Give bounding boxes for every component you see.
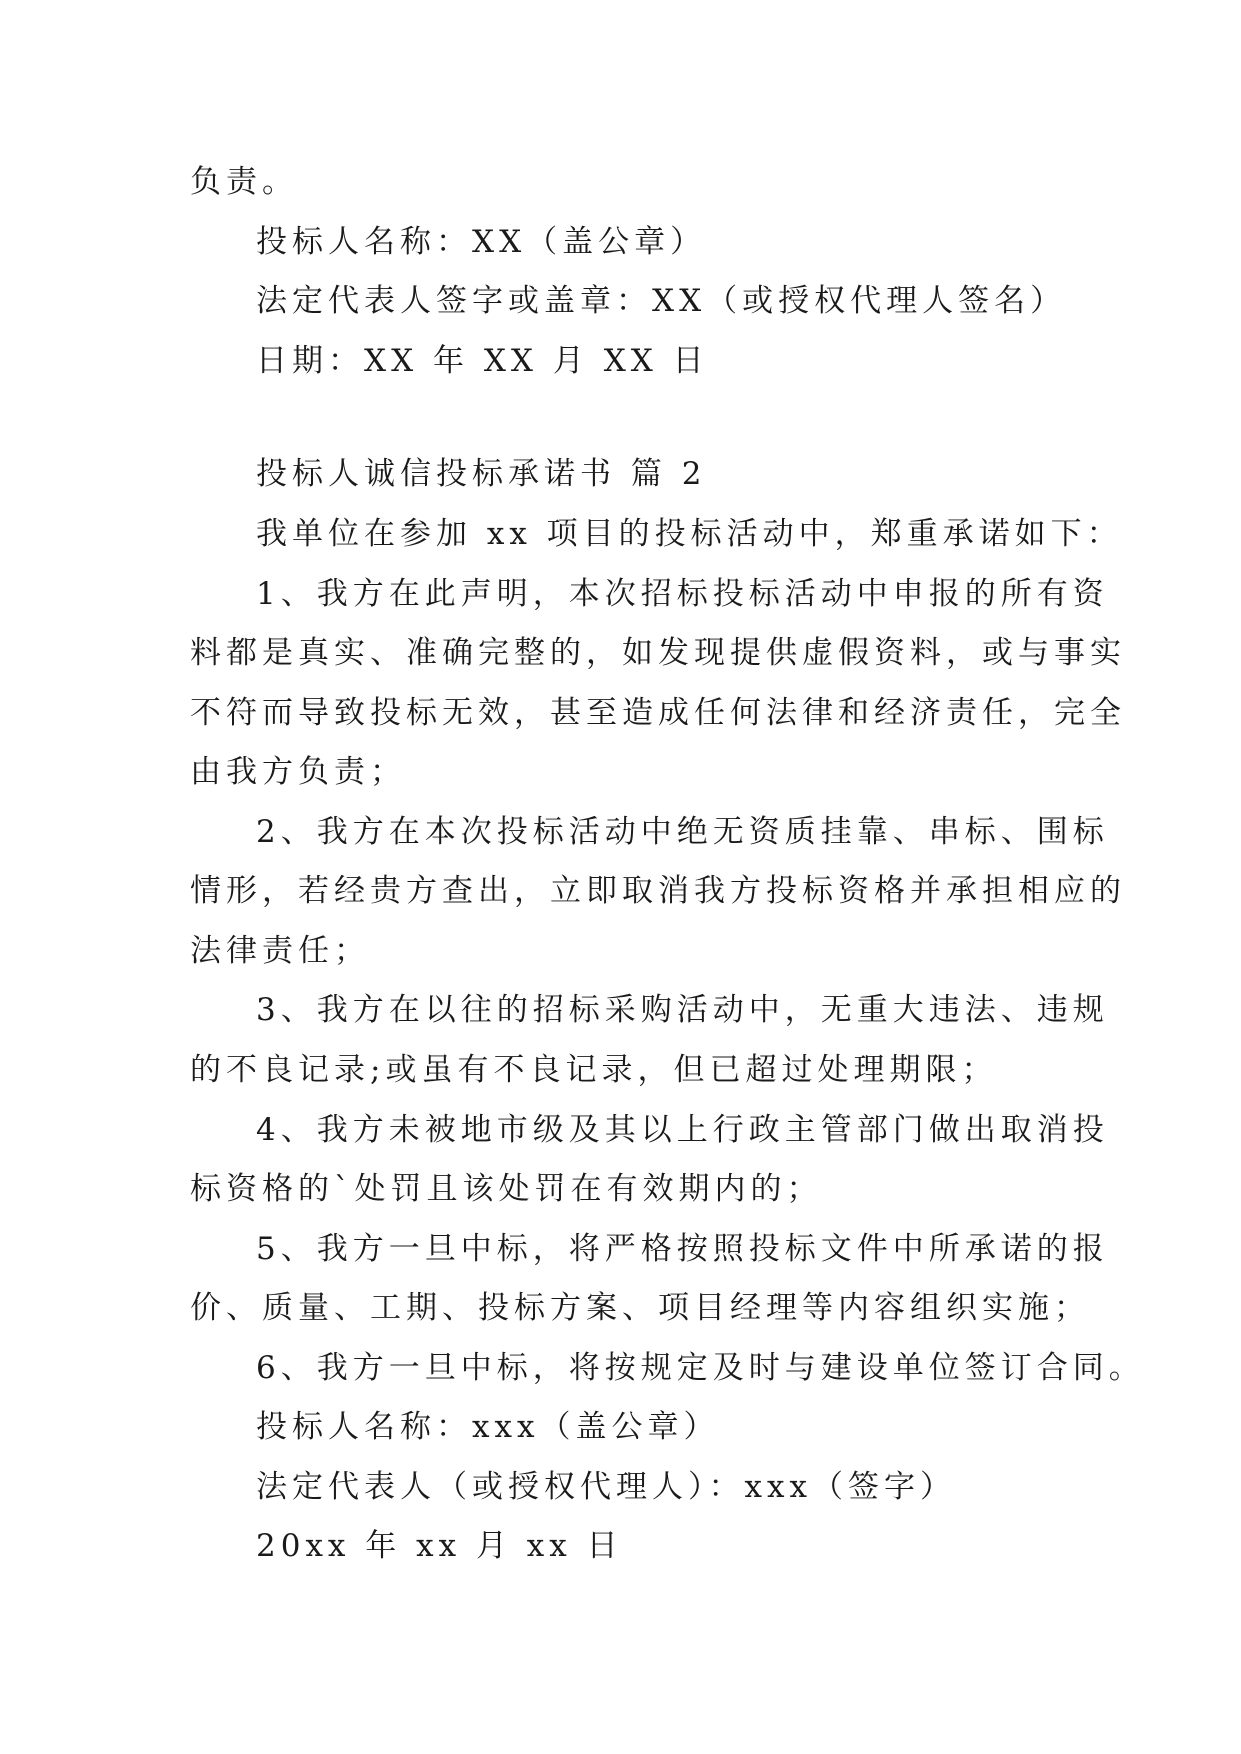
- text-line: 2、我方在本次投标活动中绝无资质挂靠、串标、围标: [256, 814, 1109, 850]
- text-line: 我单位在参加 xx 项目的投标活动中，郑重承诺如下：: [256, 516, 1123, 552]
- text-line: 3、我方在以往的招标采购活动中，无重大违法、违规: [256, 992, 1109, 1028]
- bidder-name-line: 投标人名称：xxx（盖公章）: [256, 1409, 720, 1445]
- text-line: 价、质量、工期、投标方案、项目经理等内容组织实施；: [190, 1290, 1090, 1326]
- bidder-name-line: 投标人名称：XX（盖公章）: [256, 224, 707, 260]
- legal-rep-line: 法定代表人（或授权代理人）：xxx（签字）: [256, 1469, 956, 1505]
- section-heading: 投标人诚信投标承诺书 篇 2: [256, 456, 707, 492]
- legal-rep-line: 法定代表人签字或盖章：XX（或授权代理人签名）: [256, 283, 1067, 319]
- text-line: 1、我方在此声明，本次招标投标活动中申报的所有资: [256, 576, 1109, 612]
- text-line: 6、我方一旦中标，将按规定及时与建设单位签订合同。: [256, 1350, 1145, 1386]
- text-line: 5、我方一旦中标，将严格按照投标文件中所承诺的报: [256, 1231, 1109, 1267]
- text-line: 由我方负责；: [190, 754, 406, 790]
- text-line: 法律责任；: [190, 933, 370, 969]
- text-line: 料都是真实、准确完整的，如发现提供虚假资料，或与事实: [190, 635, 1126, 671]
- date-line: 日期：XX 年 XX 月 XX 日: [256, 343, 709, 379]
- text-line: 4、我方未被地市级及其以上行政主管部门做出取消投: [256, 1112, 1109, 1148]
- text-line: 的不良记录;或虽有不良记录，但已超过处理期限；: [190, 1052, 998, 1088]
- text-line: 负责。: [190, 164, 298, 200]
- text-line: 不符而导致投标无效，甚至造成任何法律和经济责任，完全: [190, 695, 1126, 731]
- date-line: 20xx 年 xx 月 xx 日: [256, 1528, 623, 1564]
- text-line: 标资格的`处罚且该处罚在有效期内的；: [190, 1171, 823, 1207]
- text-line: 情形，若经贵方查出，立即取消我方投标资格并承担相应的: [190, 873, 1126, 909]
